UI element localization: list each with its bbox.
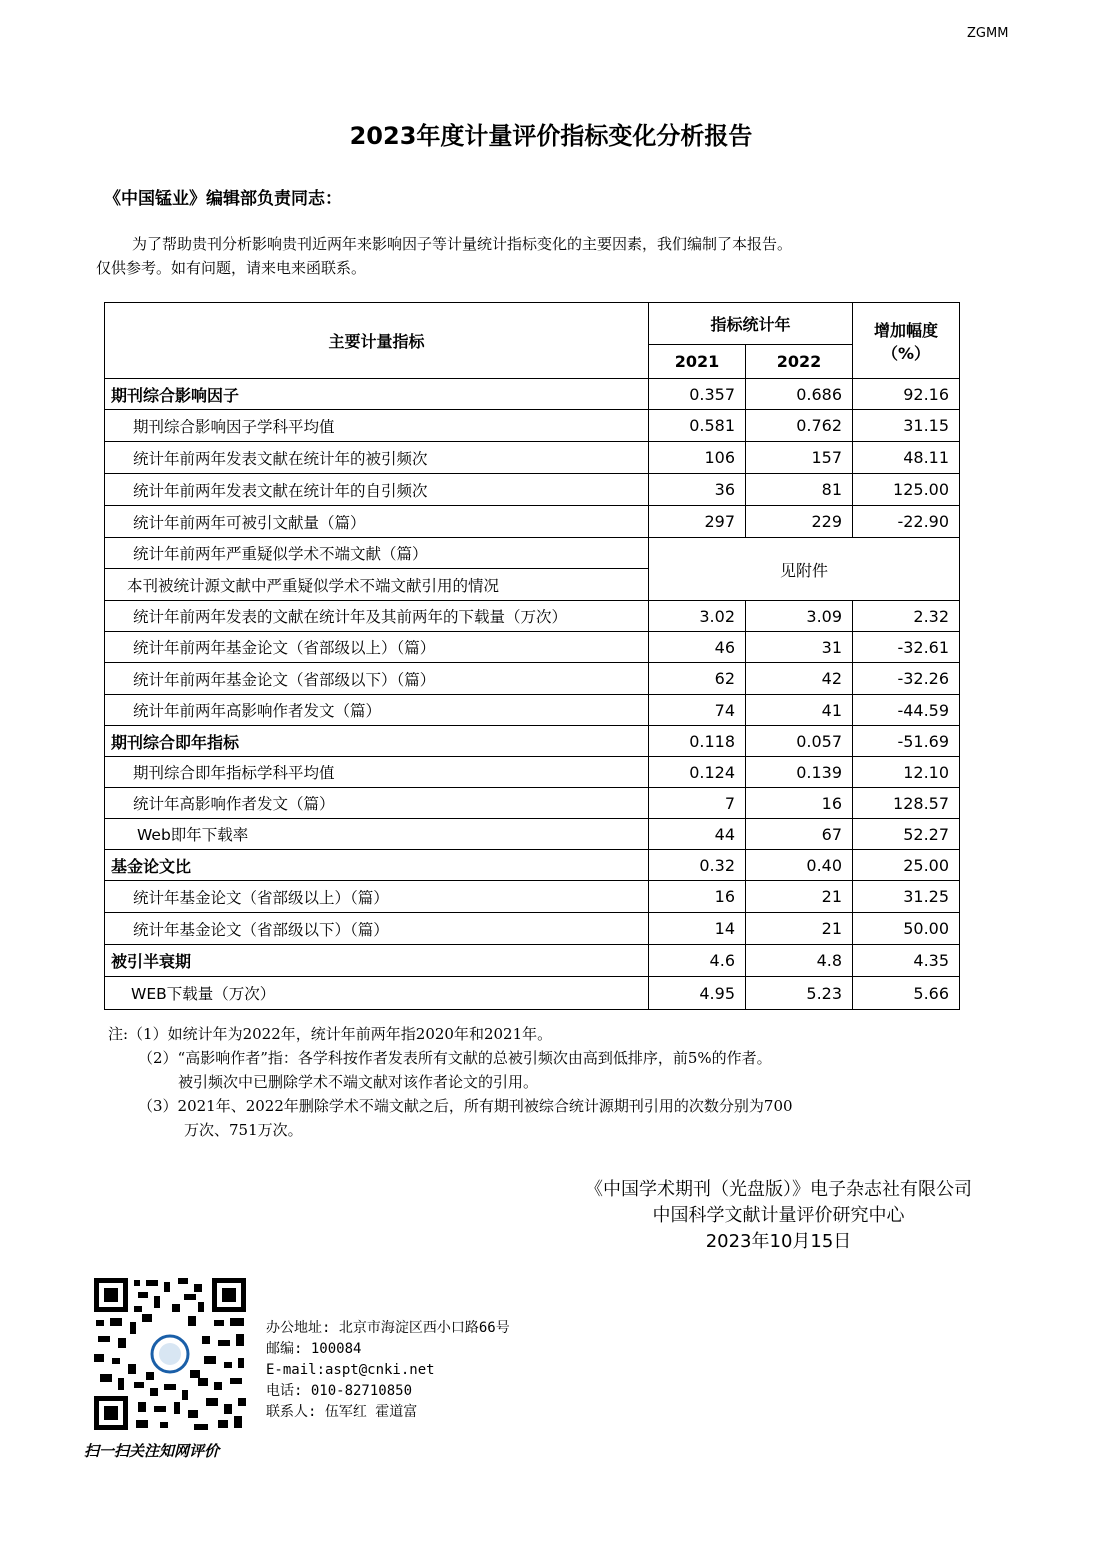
signature-date: 2023年10月15日 <box>705 1231 852 1252</box>
notes <box>108 1022 793 1142</box>
table-row <box>105 632 960 663</box>
table-row <box>105 506 960 538</box>
row-name: 期刊综合影响因子 <box>105 379 649 410</box>
value-2022: 41 <box>746 695 853 726</box>
change-value: 50.00 <box>853 913 960 945</box>
row-name: 期刊综合即年指标 <box>105 726 649 757</box>
value-2022: 16 <box>746 788 853 819</box>
header-change-line1: 增加幅度 <box>874 320 939 340</box>
change-value: 92.16 <box>853 379 960 410</box>
row-name: 期刊综合影响因子学科平均值 <box>105 410 649 442</box>
table-row <box>105 850 960 881</box>
document-code: ZGMM <box>967 26 1009 41</box>
value-2022: 81 <box>746 474 853 506</box>
row-name: 本刊被统计源文献中严重疑似学术不端文献引用的情况 <box>105 569 649 601</box>
signature-org-1: 《中国学术期刊（光盘版）》电子杂志社有限公司 <box>585 1179 972 1200</box>
table-row <box>105 538 960 569</box>
metrics-table <box>104 302 960 1010</box>
value-2021: 0.32 <box>649 850 746 881</box>
signature-org-2: 中国科学文献计量评价研究中心 <box>652 1205 905 1226</box>
value-2022: 21 <box>746 881 853 913</box>
table-row <box>105 913 960 945</box>
value-2021: 16 <box>649 881 746 913</box>
contact-postcode: 邮编: 100084 <box>266 1341 362 1357</box>
header-years-group: 指标统计年 <box>649 303 853 345</box>
change-value: 48.11 <box>853 442 960 474</box>
row-name: 基金论文比 <box>105 850 649 881</box>
value-2021: 297 <box>649 506 746 538</box>
value-2021: 0.581 <box>649 410 746 442</box>
row-name: 统计年前两年发表文献在统计年的自引频次 <box>105 474 649 506</box>
change-value: -32.26 <box>853 663 960 695</box>
row-name: 统计年基金论文（省部级以上）（篇） <box>105 881 649 913</box>
table-row <box>105 663 960 695</box>
change-value: 128.57 <box>853 788 960 819</box>
note-1: 注:（1）如统计年为2022年，统计年前两年指2020年和2021年。 <box>108 1025 553 1043</box>
table-row <box>105 945 960 977</box>
value-2022: 0.40 <box>746 850 853 881</box>
change-value: 52.27 <box>853 819 960 850</box>
row-name: 统计年前两年发表文献在统计年的被引频次 <box>105 442 649 474</box>
value-2022: 157 <box>746 442 853 474</box>
contact-phone: 电话: 010-82710850 <box>266 1383 413 1399</box>
header-year-2022: 2022 <box>746 345 853 379</box>
contact-persons: 联系人: 伍军红 霍道富 <box>266 1404 418 1420</box>
change-value: -32.61 <box>853 632 960 663</box>
change-value: 125.00 <box>853 474 960 506</box>
merged-note: 见附件 <box>649 538 960 601</box>
table-row <box>105 977 960 1010</box>
change-value: -22.90 <box>853 506 960 538</box>
qr-code <box>94 1278 246 1430</box>
change-value: 2.32 <box>853 601 960 632</box>
contact-address: 办公地址: 北京市海淀区西小口路66号 <box>266 1320 510 1336</box>
change-value: 31.25 <box>853 881 960 913</box>
change-value: 25.00 <box>853 850 960 881</box>
row-name: 统计年基金论文（省部级以下）（篇） <box>105 913 649 945</box>
intro-paragraph <box>96 232 966 280</box>
table-row <box>105 881 960 913</box>
value-2022: 0.139 <box>746 757 853 788</box>
value-2022: 31 <box>746 632 853 663</box>
value-2021: 0.124 <box>649 757 746 788</box>
change-value: 12.10 <box>853 757 960 788</box>
change-value: 5.66 <box>853 977 960 1010</box>
value-2021: 106 <box>649 442 746 474</box>
value-2022: 3.09 <box>746 601 853 632</box>
change-value: 31.15 <box>853 410 960 442</box>
note-2: （2）“高影响作者”指：各学科按作者发表所有文献的总被引频次由高到低排序，前5%的作者。 <box>138 1049 772 1067</box>
table-row <box>105 601 960 632</box>
note-2-continued: 被引频次中已删除学术不端文献对该作者论文的引用。 <box>178 1073 539 1091</box>
value-2022: 5.23 <box>746 977 853 1010</box>
signature-block <box>585 1177 972 1255</box>
row-name: 统计年前两年严重疑似学术不端文献（篇） <box>105 538 649 569</box>
intro-line-2: 仅供参考。如有问题，请来电来函联系。 <box>96 259 367 277</box>
row-name: 统计年前两年发表的文献在统计年及其前两年的下载量（万次） <box>105 601 649 632</box>
salutation: 《中国锰业》编辑部负责同志： <box>104 189 342 209</box>
value-2022: 0.762 <box>746 410 853 442</box>
header-change-line2: （%） <box>881 343 931 363</box>
value-2022: 42 <box>746 663 853 695</box>
value-2022: 229 <box>746 506 853 538</box>
row-name: 统计年前两年高影响作者发文（篇） <box>105 695 649 726</box>
qr-caption: 扫一扫关注知网评价 <box>84 1442 220 1460</box>
value-2021: 36 <box>649 474 746 506</box>
row-name: WEB下载量（万次） <box>105 977 649 1010</box>
value-2021: 4.95 <box>649 977 746 1010</box>
contact-info <box>266 1318 510 1423</box>
table-row <box>105 410 960 442</box>
value-2021: 0.118 <box>649 726 746 757</box>
value-2021: 0.357 <box>649 379 746 410</box>
change-value: -51.69 <box>853 726 960 757</box>
change-value: -44.59 <box>853 695 960 726</box>
table-row <box>105 819 960 850</box>
value-2022: 0.686 <box>746 379 853 410</box>
table-row <box>105 695 960 726</box>
value-2022: 4.8 <box>746 945 853 977</box>
table-row <box>105 788 960 819</box>
change-value: 4.35 <box>853 945 960 977</box>
row-name: 统计年前两年基金论文（省部级以上）（篇） <box>105 632 649 663</box>
row-name: 期刊综合即年指标学科平均值 <box>105 757 649 788</box>
value-2022: 0.057 <box>746 726 853 757</box>
value-2021: 7 <box>649 788 746 819</box>
value-2022: 21 <box>746 913 853 945</box>
value-2021: 46 <box>649 632 746 663</box>
value-2021: 4.6 <box>649 945 746 977</box>
value-2021: 14 <box>649 913 746 945</box>
row-name: 统计年高影响作者发文（篇） <box>105 788 649 819</box>
table-row <box>105 474 960 506</box>
row-name: 统计年前两年基金论文（省部级以下）（篇） <box>105 663 649 695</box>
row-name: 统计年前两年可被引文献量（篇） <box>105 506 649 538</box>
header-indicator: 主要计量指标 <box>105 303 649 379</box>
note-3-continued: 万次、751万次。 <box>184 1121 303 1139</box>
value-2021: 3.02 <box>649 601 746 632</box>
table-row <box>105 442 960 474</box>
contact-email: E-mail:aspt@cnki.net <box>266 1362 435 1378</box>
header-year-2021: 2021 <box>649 345 746 379</box>
value-2021: 62 <box>649 663 746 695</box>
header-change <box>853 303 960 379</box>
value-2021: 74 <box>649 695 746 726</box>
table-row <box>105 726 960 757</box>
row-name: Web即年下载率 <box>105 819 649 850</box>
report-title: 2023年度计量评价指标变化分析报告 <box>349 122 753 150</box>
table-row <box>105 757 960 788</box>
value-2021: 44 <box>649 819 746 850</box>
table-row <box>105 379 960 410</box>
value-2022: 67 <box>746 819 853 850</box>
intro-line-1: 为了帮助贵刊分析影响贵刊近两年来影响因子等计量统计指标变化的主要因素，我们编制了本报告。 <box>132 235 793 253</box>
row-name: 被引半衰期 <box>105 945 649 977</box>
note-3: （3）2021年、2022年删除学术不端文献之后，所有期刊被综合统计源期刊引用的次数分别为700 <box>138 1097 793 1115</box>
